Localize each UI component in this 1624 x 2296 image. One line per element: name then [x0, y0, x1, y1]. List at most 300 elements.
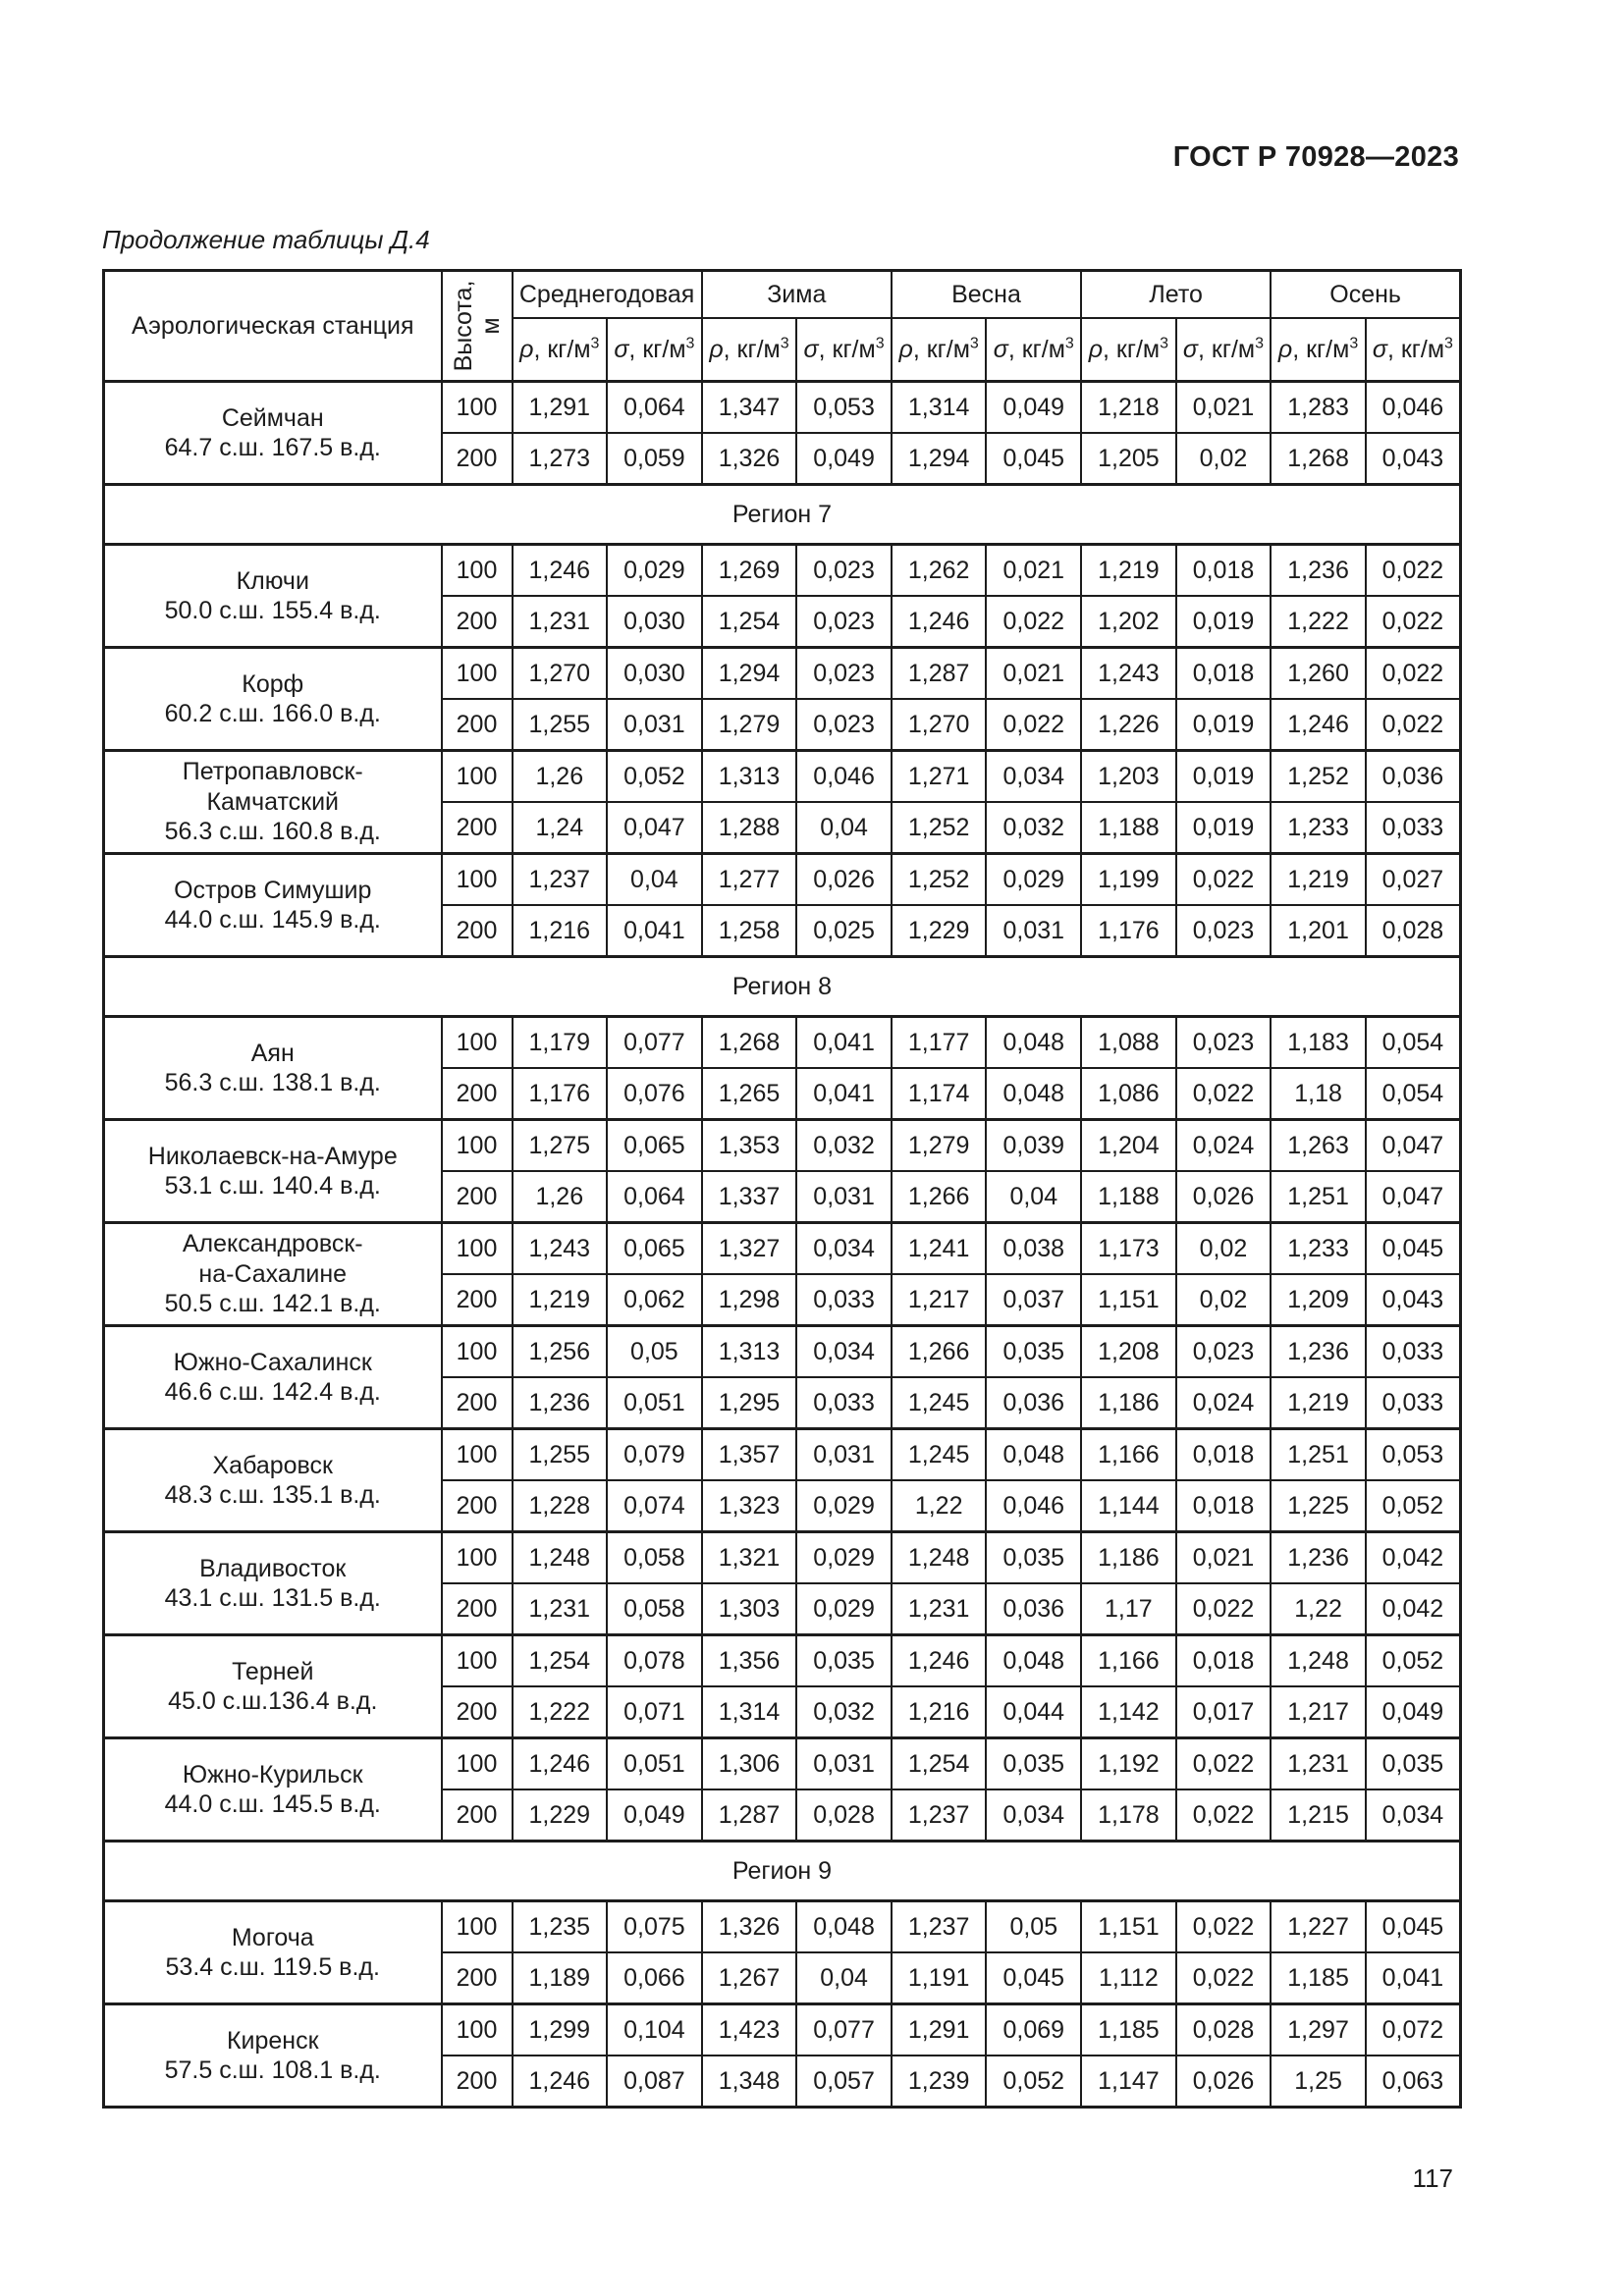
data-cell: 1,246 — [513, 1738, 608, 1790]
data-cell: 0,048 — [986, 1068, 1081, 1120]
data-cell: 0,032 — [796, 1686, 892, 1738]
data-cell: 1,254 — [513, 1635, 608, 1687]
data-cell: 0,045 — [986, 433, 1081, 485]
data-cell: 1,279 — [892, 1120, 987, 1172]
region-label: Регион 8 — [104, 957, 1461, 1017]
data-cell: 0,036 — [986, 1583, 1081, 1635]
unit-header: σ, $кг/м^3$ — [986, 318, 1081, 382]
data-cell: 0,022 — [1176, 1068, 1272, 1120]
height-cell: 100 — [442, 1429, 513, 1481]
data-cell: 0,047 — [607, 802, 702, 854]
data-cell: 0,042 — [1366, 1583, 1461, 1635]
unit-header: ρ, $кг/м^3$ — [892, 318, 987, 382]
data-cell: 0,035 — [1366, 1738, 1461, 1790]
data-cell: 0,031 — [796, 1738, 892, 1790]
data-cell: 1,215 — [1271, 1789, 1366, 1842]
data-cell: 1,233 — [1271, 802, 1366, 854]
unit-header: ρ, $кг/м^3$ — [1271, 318, 1366, 382]
data-cell: 1,26 — [513, 1171, 608, 1223]
data-cell: 1,173 — [1081, 1223, 1176, 1275]
data-cell: 1,269 — [702, 545, 797, 597]
data-cell: 0,062 — [607, 1274, 702, 1326]
data-cell: 0,048 — [796, 1901, 892, 1953]
unit-header: ρ, $кг/м^3$ — [702, 318, 797, 382]
data-cell: 0,045 — [1366, 1223, 1461, 1275]
data-cell: 0,022 — [1366, 545, 1461, 597]
station-coords: 43.1 с.ш. 131.5 в.д. — [164, 1584, 381, 1612]
data-cell: 0,019 — [1176, 596, 1272, 648]
station-block — [104, 854, 1461, 957]
data-cell: 0,064 — [607, 382, 702, 434]
data-cell: 1,204 — [1081, 1120, 1176, 1172]
data-cell: 0,023 — [796, 545, 892, 597]
data-cell: 1,260 — [1271, 648, 1366, 700]
data-row — [104, 854, 1461, 906]
station-name — [104, 2004, 442, 2108]
data-cell: 1,188 — [1081, 1171, 1176, 1223]
data-cell: 1,174 — [892, 1068, 987, 1120]
data-cell: 1,291 — [513, 382, 608, 434]
data-cell: 0,024 — [1176, 1377, 1272, 1429]
data-cell: 0,035 — [986, 1738, 1081, 1790]
station-name-line: Сеймчан — [221, 403, 324, 432]
data-cell: 0,041 — [607, 905, 702, 957]
data-cell: 1,268 — [702, 1017, 797, 1069]
station-name-line: Могоча — [231, 1923, 314, 1951]
data-cell: 0,022 — [986, 699, 1081, 751]
data-cell: 1,291 — [892, 2004, 987, 2056]
data-row — [104, 2004, 1461, 2056]
data-cell: 1,237 — [892, 1901, 987, 1953]
station-name-line: Камчатский — [206, 787, 340, 816]
data-cell: 1,147 — [1081, 2056, 1176, 2108]
data-cell: 0,022 — [1366, 596, 1461, 648]
data-cell: 0,028 — [1366, 905, 1461, 957]
height-cell: 100 — [442, 382, 513, 434]
station-name — [104, 854, 442, 957]
data-cell: 1,233 — [1271, 1223, 1366, 1275]
data-cell: 0,078 — [607, 1635, 702, 1687]
data-cell: 1,236 — [513, 1377, 608, 1429]
data-cell: 1,299 — [513, 2004, 608, 2056]
data-cell: 1,246 — [1271, 699, 1366, 751]
data-cell: 0,035 — [796, 1635, 892, 1687]
height-cell: 100 — [442, 1901, 513, 1953]
height-cell: 200 — [442, 1068, 513, 1120]
data-cell: 1,245 — [892, 1377, 987, 1429]
station-name-line: Южно-Сахалинск — [173, 1348, 372, 1376]
data-cell: 1,26 — [513, 751, 608, 803]
station-block — [104, 545, 1461, 648]
region-label: Регион 9 — [104, 1842, 1461, 1901]
data-cell: 0,058 — [607, 1583, 702, 1635]
data-cell: 1,251 — [1271, 1171, 1366, 1223]
data-cell: 0,047 — [1366, 1120, 1461, 1172]
data-cell: 1,313 — [702, 1326, 797, 1378]
station-name — [104, 545, 442, 648]
data-cell: 1,191 — [892, 1952, 987, 2004]
data-cell: 1,306 — [702, 1738, 797, 1790]
height-cell: 200 — [442, 1480, 513, 1532]
data-cell: 1,231 — [1271, 1738, 1366, 1790]
data-cell: 1,226 — [1081, 699, 1176, 751]
data-cell: 0,065 — [607, 1223, 702, 1275]
data-cell: 0,063 — [1366, 2056, 1461, 2108]
data-cell: 1,209 — [1271, 1274, 1366, 1326]
data-cell: 0,018 — [1176, 1429, 1272, 1481]
station-block — [104, 1017, 1461, 1120]
data-cell: 1,246 — [513, 545, 608, 597]
data-cell: 0,054 — [1366, 1068, 1461, 1120]
height-cell: 100 — [442, 1326, 513, 1378]
height-header-text: Высота, м — [449, 280, 505, 372]
height-cell: 100 — [442, 545, 513, 597]
station-block — [104, 1326, 1461, 1429]
unit-header: ρ, $кг/м^3$ — [1081, 318, 1176, 382]
data-cell: 0,049 — [607, 1789, 702, 1842]
data-cell: 1,279 — [702, 699, 797, 751]
data-cell: 0,029 — [796, 1480, 892, 1532]
data-cell: 0,024 — [1176, 1120, 1272, 1172]
station-name — [104, 1429, 442, 1532]
data-cell: 1,199 — [1081, 854, 1176, 906]
data-cell: 0,029 — [607, 545, 702, 597]
data-cell: 0,022 — [1176, 1901, 1272, 1953]
data-cell: 0,019 — [1176, 802, 1272, 854]
station-name — [104, 1223, 442, 1326]
data-cell: 0,049 — [1366, 1686, 1461, 1738]
height-cell: 100 — [442, 751, 513, 803]
station-name-line: Владивосток — [199, 1554, 347, 1582]
data-cell: 1,222 — [513, 1686, 608, 1738]
station-coords: 45.0 с.ш.136.4 в.д. — [168, 1687, 378, 1715]
data-cell: 0,018 — [1176, 545, 1272, 597]
data-cell: 1,271 — [892, 751, 987, 803]
data-cell: 0,022 — [1366, 699, 1461, 751]
data-cell: 1,186 — [1081, 1377, 1176, 1429]
height-cell: 200 — [442, 1789, 513, 1842]
data-cell: 0,023 — [796, 648, 892, 700]
height-cell: 200 — [442, 699, 513, 751]
data-cell: 1,202 — [1081, 596, 1176, 648]
data-cell: 1,188 — [1081, 802, 1176, 854]
page-number: 117 — [1412, 2163, 1453, 2193]
data-cell: 1,266 — [892, 1171, 987, 1223]
data-cell: 0,023 — [1176, 1326, 1272, 1378]
station-coords: 57.5 с.ш. 108.1 в.д. — [164, 2056, 381, 2084]
station-name-line: Хабаровск — [212, 1451, 333, 1479]
station-coords: 64.7 с.ш. 167.5 в.д. — [164, 434, 381, 461]
height-cell: 200 — [442, 905, 513, 957]
region-section — [104, 485, 1461, 545]
data-cell: 0,052 — [1366, 1480, 1461, 1532]
data-cell: 0,035 — [986, 1532, 1081, 1584]
data-cell: 1,208 — [1081, 1326, 1176, 1378]
data-cell: 1,228 — [513, 1480, 608, 1532]
station-block — [104, 2004, 1461, 2108]
data-cell: 0,018 — [1176, 1480, 1272, 1532]
data-cell: 0,033 — [1366, 1377, 1461, 1429]
data-cell: 0,058 — [607, 1532, 702, 1584]
data-cell: 0,021 — [1176, 1532, 1272, 1584]
data-cell: 1,252 — [892, 854, 987, 906]
data-cell: 0,022 — [1176, 1952, 1272, 2004]
data-row — [104, 1532, 1461, 1584]
data-cell: 1,229 — [892, 905, 987, 957]
data-cell: 0,048 — [986, 1429, 1081, 1481]
data-cell: 1,275 — [513, 1120, 608, 1172]
region-label: Регион 7 — [104, 485, 1461, 545]
data-cell: 0,031 — [607, 699, 702, 751]
station-coords: 50.5 с.ш. 142.1 в.д. — [164, 1290, 381, 1318]
data-cell: 1,246 — [892, 1635, 987, 1687]
station-name — [104, 1017, 442, 1120]
data-cell: 0,052 — [607, 751, 702, 803]
data-cell: 1,297 — [1271, 2004, 1366, 2056]
data-cell: 1,326 — [702, 433, 797, 485]
data-cell: 1,144 — [1081, 1480, 1176, 1532]
height-header — [442, 271, 513, 382]
data-row — [104, 751, 1461, 803]
data-cell: 0,018 — [1176, 1635, 1272, 1687]
data-cell: 1,323 — [702, 1480, 797, 1532]
data-cell: 0,059 — [607, 433, 702, 485]
height-cell: 200 — [442, 802, 513, 854]
data-cell: 1,287 — [702, 1789, 797, 1842]
station-name-line: Николаевск-на-Амуре — [147, 1142, 398, 1170]
season-header: Среднегодовая — [513, 271, 702, 319]
data-cell: 0,025 — [796, 905, 892, 957]
data-cell: 1,219 — [1271, 1377, 1366, 1429]
station-block — [104, 1635, 1461, 1738]
height-cell: 200 — [442, 1274, 513, 1326]
station-coords: 46.6 с.ш. 142.4 в.д. — [164, 1378, 381, 1406]
height-cell: 200 — [442, 433, 513, 485]
data-cell: 0,044 — [986, 1686, 1081, 1738]
data-cell: 1,24 — [513, 802, 608, 854]
height-cell: 100 — [442, 1223, 513, 1275]
data-cell: 0,057 — [796, 2056, 892, 2108]
data-cell: 1,348 — [702, 2056, 797, 2108]
data-cell: 1,251 — [1271, 1429, 1366, 1481]
data-cell: 1,248 — [513, 1532, 608, 1584]
data-cell: 0,027 — [1366, 854, 1461, 906]
data-cell: 1,151 — [1081, 1901, 1176, 1953]
station-name-line: Остров Симушир — [174, 876, 372, 904]
data-cell: 1,254 — [892, 1738, 987, 1790]
data-cell: 0,023 — [796, 596, 892, 648]
data-cell: 0,039 — [986, 1120, 1081, 1172]
station-block — [104, 1429, 1461, 1532]
data-cell: 1,142 — [1081, 1686, 1176, 1738]
data-cell: 1,231 — [513, 596, 608, 648]
region-row — [104, 485, 1461, 545]
data-cell: 1,246 — [892, 596, 987, 648]
station-name — [104, 1532, 442, 1635]
data-cell: 0,051 — [607, 1738, 702, 1790]
station-name — [104, 1120, 442, 1223]
data-cell: 0,05 — [607, 1326, 702, 1378]
data-cell: 1,185 — [1271, 1952, 1366, 2004]
station-coords: 56.3 с.ш. 138.1 в.д. — [164, 1069, 381, 1096]
station-name — [104, 1901, 442, 2004]
data-cell: 0,072 — [1366, 2004, 1461, 2056]
data-cell: 0,031 — [986, 905, 1081, 957]
height-cell: 100 — [442, 1532, 513, 1584]
data-cell: 0,028 — [1176, 2004, 1272, 2056]
unit-header: σ, $кг/м^3$ — [796, 318, 892, 382]
data-cell: 1,248 — [1271, 1635, 1366, 1687]
data-cell: 0,087 — [607, 2056, 702, 2108]
data-cell: 0,038 — [986, 1223, 1081, 1275]
data-cell: 0,023 — [1176, 905, 1272, 957]
height-cell: 200 — [442, 2056, 513, 2108]
data-cell: 1,227 — [1271, 1901, 1366, 1953]
data-cell: 0,041 — [796, 1068, 892, 1120]
data-cell: 1,25 — [1271, 2056, 1366, 2108]
data-cell: 1,237 — [513, 854, 608, 906]
data-cell: 0,026 — [1176, 1171, 1272, 1223]
data-cell: 1,268 — [1271, 433, 1366, 485]
data-cell: 0,033 — [1366, 1326, 1461, 1378]
data-cell: 0,034 — [796, 1326, 892, 1378]
height-cell: 100 — [442, 1738, 513, 1790]
data-cell: 0,048 — [986, 1017, 1081, 1069]
data-cell: 0,043 — [1366, 433, 1461, 485]
data-cell: 1,236 — [1271, 545, 1366, 597]
station-block — [104, 1901, 1461, 2004]
data-cell: 1,303 — [702, 1583, 797, 1635]
data-cell: 0,034 — [986, 751, 1081, 803]
data-cell: 0,041 — [796, 1017, 892, 1069]
data-cell: 0,04 — [986, 1171, 1081, 1223]
data-cell: 1,252 — [892, 802, 987, 854]
station-name-line: на-Сахалине — [198, 1259, 348, 1288]
data-cell: 0,033 — [1366, 802, 1461, 854]
data-cell: 0,065 — [607, 1120, 702, 1172]
data-cell: 0,026 — [796, 854, 892, 906]
data-cell: 1,186 — [1081, 1532, 1176, 1584]
data-cell: 0,04 — [796, 1952, 892, 2004]
data-cell: 1,287 — [892, 648, 987, 700]
height-cell: 100 — [442, 2004, 513, 2056]
station-name — [104, 1326, 442, 1429]
data-cell: 1,245 — [892, 1429, 987, 1481]
station-name — [104, 382, 442, 485]
data-cell: 1,231 — [892, 1583, 987, 1635]
data-cell: 1,347 — [702, 382, 797, 434]
data-cell: 1,263 — [1271, 1120, 1366, 1172]
data-cell: 1,216 — [892, 1686, 987, 1738]
data-cell: 1,237 — [892, 1789, 987, 1842]
data-cell: 1,177 — [892, 1017, 987, 1069]
station-block — [104, 648, 1461, 751]
station-name-line: Петропавловск- — [182, 758, 363, 786]
data-cell: 0,047 — [1366, 1171, 1461, 1223]
data-cell: 1,189 — [513, 1952, 608, 2004]
data-cell: 1,258 — [702, 905, 797, 957]
head-row-1 — [104, 271, 1461, 319]
data-cell: 1,219 — [1271, 854, 1366, 906]
data-cell: 0,049 — [796, 433, 892, 485]
table-head — [104, 271, 1461, 382]
height-cell: 100 — [442, 648, 513, 700]
data-cell: 1,201 — [1271, 905, 1366, 957]
region-row — [104, 957, 1461, 1017]
station-name-line: Аян — [250, 1039, 295, 1067]
data-cell: 0,079 — [607, 1429, 702, 1481]
data-cell: 1,357 — [702, 1429, 797, 1481]
data-cell: 0,064 — [607, 1171, 702, 1223]
data-cell: 0,045 — [986, 1952, 1081, 2004]
data-cell: 0,037 — [986, 1274, 1081, 1326]
data-cell: 0,077 — [607, 1017, 702, 1069]
data-cell: 0,017 — [1176, 1686, 1272, 1738]
data-cell: 1,218 — [1081, 382, 1176, 434]
data-cell: 1,176 — [513, 1068, 608, 1120]
data-row — [104, 1326, 1461, 1378]
station-coords: 56.3 с.ш. 160.8 в.д. — [164, 818, 381, 846]
unit-header: ρ, $кг/м^3$ — [513, 318, 608, 382]
data-cell: 1,252 — [1271, 751, 1366, 803]
data-cell: 0,031 — [796, 1171, 892, 1223]
data-row — [104, 1120, 1461, 1172]
data-cell: 1,185 — [1081, 2004, 1176, 2056]
height-cell: 100 — [442, 1120, 513, 1172]
region-row — [104, 1842, 1461, 1901]
height-cell: 200 — [442, 1686, 513, 1738]
station-coords: 53.1 с.ш. 140.4 в.д. — [164, 1172, 381, 1200]
data-cell: 0,052 — [986, 2056, 1081, 2108]
data-cell: 0,021 — [986, 648, 1081, 700]
data-cell: 0,035 — [986, 1326, 1081, 1378]
season-header: Весна — [892, 271, 1081, 319]
data-table — [102, 269, 1462, 2109]
data-cell: 1,294 — [702, 648, 797, 700]
data-cell: 1,248 — [892, 1532, 987, 1584]
data-cell: 1,243 — [513, 1223, 608, 1275]
station-block — [104, 751, 1461, 854]
station-name-line: Терней — [232, 1657, 314, 1685]
data-cell: 1,166 — [1081, 1429, 1176, 1481]
data-cell: 1,166 — [1081, 1635, 1176, 1687]
data-cell: 1,219 — [1081, 545, 1176, 597]
data-cell: 0,048 — [986, 1635, 1081, 1687]
height-cell: 200 — [442, 596, 513, 648]
data-cell: 1,246 — [513, 2056, 608, 2108]
station-name-line: Южно-Курильск — [182, 1760, 363, 1789]
data-cell: 0,033 — [796, 1377, 892, 1429]
data-cell: 0,019 — [1176, 751, 1272, 803]
data-cell: 1,088 — [1081, 1017, 1176, 1069]
data-cell: 1,216 — [513, 905, 608, 957]
data-cell: 0,066 — [607, 1952, 702, 2004]
data-cell: 1,353 — [702, 1120, 797, 1172]
data-cell: 1,423 — [702, 2004, 797, 2056]
data-cell: 0,02 — [1176, 1274, 1272, 1326]
data-cell: 1,314 — [892, 382, 987, 434]
station-coords: 48.3 с.ш. 135.1 в.д. — [164, 1481, 381, 1509]
data-cell: 0,033 — [796, 1274, 892, 1326]
data-cell: 1,266 — [892, 1326, 987, 1378]
data-cell: 0,019 — [1176, 699, 1272, 751]
data-cell: 0,022 — [1176, 1738, 1272, 1790]
data-cell: 0,028 — [796, 1789, 892, 1842]
data-cell: 1,277 — [702, 854, 797, 906]
region-section — [104, 1842, 1461, 1901]
station-block — [104, 1120, 1461, 1223]
data-cell: 1,273 — [513, 433, 608, 485]
